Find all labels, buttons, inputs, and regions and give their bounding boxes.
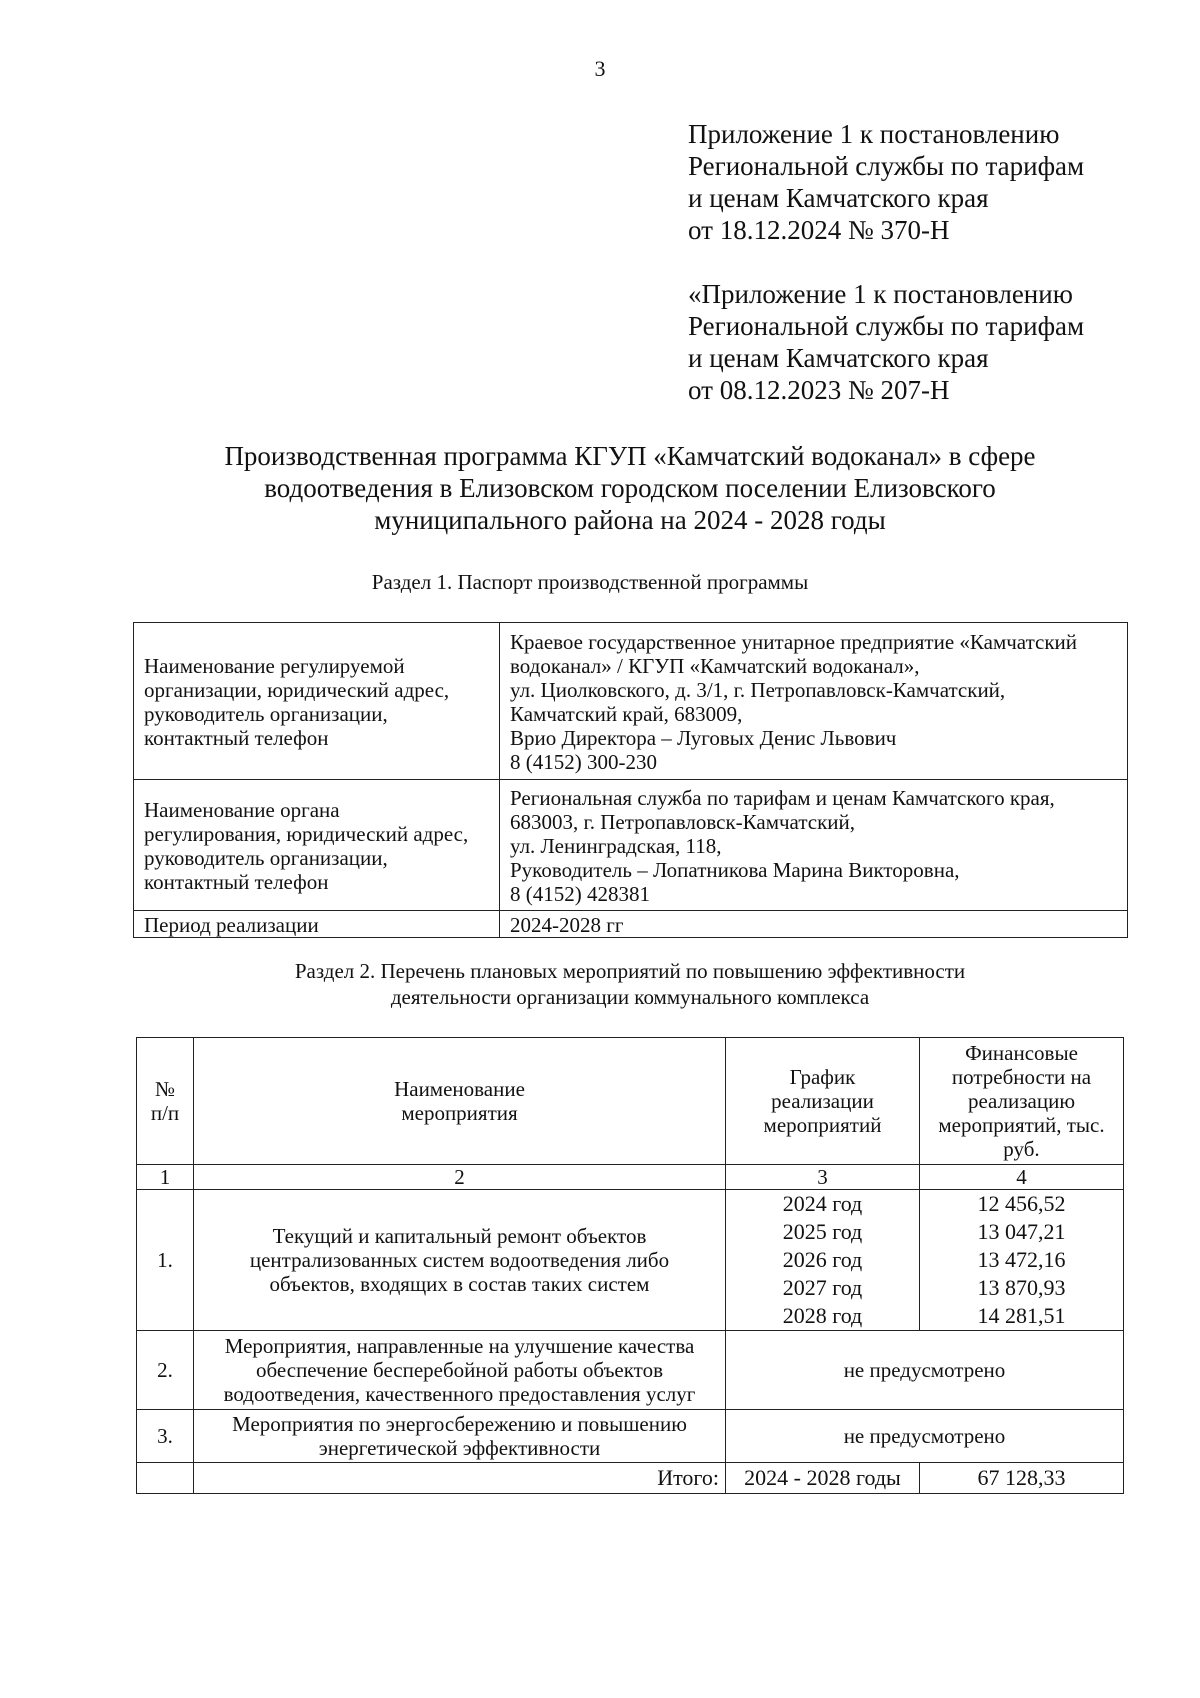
value-line: 8 (4152) 428381: [510, 882, 650, 906]
value-line: Региональная служба по тарифам и ценам Камчатского края,: [510, 786, 1055, 810]
measures-header-row: [137, 1038, 1124, 1165]
value-line: 2024-2028 гг: [510, 913, 624, 937]
passport-row-regulator: [134, 780, 1128, 911]
appendix-line: Региональной службы по тарифам: [688, 311, 1085, 341]
label-line: контактный телефон: [144, 870, 329, 894]
title-line: Производственная программа КГУП «Камчатский водоканал» в сфере: [224, 441, 1036, 471]
column-number: 1: [137, 1165, 194, 1190]
header-line: мероприятий: [763, 1113, 882, 1137]
column-number: 3: [726, 1165, 920, 1190]
header-line: №: [154, 1077, 176, 1101]
label-line: регулирования, юридический адрес,: [144, 822, 469, 846]
year-item: 2024 год: [782, 1191, 863, 1216]
section2-title: [0, 958, 1200, 1010]
label-line: руководитель организации,: [144, 846, 388, 870]
header-line: реализации: [771, 1089, 874, 1113]
measure-row-1: [137, 1190, 1124, 1331]
name-line: обеспечение бесперебойной работы объектов: [256, 1358, 663, 1382]
appendix-line: и ценам Камчатского края: [688, 183, 989, 213]
appendix-line: и ценам Камчатского края: [688, 343, 989, 373]
total-row: [137, 1463, 1124, 1494]
year-item: 2027 год: [782, 1275, 863, 1300]
year-item: 2025 год: [782, 1219, 863, 1244]
header-line: Наименование: [394, 1077, 525, 1101]
appendix-line: Приложение 1 к постановлению: [688, 119, 1060, 149]
name-line: Мероприятия, направленные на улучшение качества: [224, 1334, 695, 1358]
header-line: мероприятия: [401, 1101, 518, 1125]
header-line: График: [789, 1065, 856, 1089]
column-number: 2: [194, 1165, 726, 1190]
value-line: Камчатский край, 683009,: [510, 702, 743, 726]
passport-label: [134, 911, 500, 938]
value-line: Руководитель – Лопатникова Марина Викторовна,: [510, 858, 960, 882]
measure-row-2: [137, 1331, 1124, 1410]
label-line: контактный телефон: [144, 726, 329, 750]
header-line: реализацию: [967, 1089, 1076, 1113]
header-line: руб.: [1003, 1137, 1040, 1161]
passport-label: [134, 780, 500, 911]
passport-row-organization: [134, 623, 1128, 780]
header-finance: [920, 1038, 1124, 1165]
header-num: [137, 1038, 194, 1165]
value-line: Краевое государственное унитарное предприятие «Камчатский: [510, 630, 1077, 654]
appendix-line: Региональной службы по тарифам: [688, 151, 1085, 181]
measures-table: [136, 1037, 1124, 1494]
total-label: Итого:: [194, 1463, 726, 1494]
header-name: [194, 1038, 726, 1165]
name-line: водоотведения, качественного предоставления услуг: [223, 1382, 696, 1406]
row-number: 2.: [137, 1331, 194, 1410]
total-amount: 67 128,33: [920, 1463, 1124, 1494]
name-line: централизованных систем водоотведения либо: [249, 1248, 670, 1272]
section2-title-line: Раздел 2. Перечень плановых мероприятий по повышению эффективности: [294, 959, 966, 983]
page-number: 3: [594, 56, 606, 81]
value-line: 683003, г. Петропавловск-Камчатский,: [510, 810, 856, 834]
header-line: п/п: [150, 1101, 180, 1125]
label-line: организации, юридический адрес,: [144, 678, 450, 702]
value-line: 8 (4152) 300-230: [510, 750, 657, 774]
header-line: Финансовые: [965, 1041, 1078, 1065]
amount-item: 13 870,93: [977, 1275, 1066, 1300]
name-line: энергетической эффективности: [318, 1436, 601, 1460]
total-empty-cell: [137, 1463, 194, 1494]
measure-name: [194, 1410, 726, 1463]
measure-name: [194, 1190, 726, 1331]
finance-amounts: [920, 1190, 1124, 1331]
name-line: объектов, входящих в состав таких систем: [269, 1272, 650, 1296]
total-period: 2024 - 2028 годы: [726, 1463, 920, 1494]
label-line: руководитель организации,: [144, 702, 388, 726]
appendix-line: от 08.12.2023 № 207-Н: [688, 375, 950, 405]
section1-title: Раздел 1. Паспорт производственной программы: [371, 570, 809, 594]
passport-table: [133, 622, 1128, 938]
label-line: Период реализации: [144, 913, 319, 937]
value-line: водоканал» / КГУП «Камчатский водоканал»,: [510, 654, 920, 678]
document-title: [100, 440, 1160, 536]
header-schedule: [726, 1038, 920, 1165]
row-number: 1.: [137, 1190, 194, 1331]
passport-value: [500, 911, 1128, 938]
label-line: Наименование регулируемой: [144, 654, 405, 678]
name-line: Текущий и капитальный ремонт объектов: [272, 1224, 647, 1248]
amount-item: 13 472,16: [977, 1247, 1066, 1272]
column-number: 4: [920, 1165, 1124, 1190]
not-provided-note: не предусмотрено: [726, 1410, 1124, 1463]
amount-item: 13 047,21: [977, 1219, 1066, 1244]
passport-value: [500, 623, 1128, 780]
header-line: потребности на: [951, 1065, 1092, 1089]
amount-item: 12 456,52: [977, 1191, 1066, 1216]
schedule-years: [726, 1190, 920, 1331]
name-line: Мероприятия по энергосбережению и повышению: [232, 1412, 687, 1436]
year-item: 2028 год: [782, 1303, 863, 1328]
year-item: 2026 год: [782, 1247, 863, 1272]
measure-name: [194, 1331, 726, 1410]
column-number-row: [137, 1165, 1124, 1190]
measure-row-3: [137, 1410, 1124, 1463]
title-line: муниципального района на 2024 - 2028 годы: [374, 505, 886, 535]
title-line: водоотведения в Елизовском городском поселении Елизовского: [264, 473, 996, 503]
value-line: Врио Директора – Луговых Денис Львович: [510, 726, 897, 750]
appendix-line: «Приложение 1 к постановлению: [688, 279, 1073, 309]
passport-value: [500, 780, 1128, 911]
row-number: 3.: [137, 1410, 194, 1463]
not-provided-note: не предусмотрено: [726, 1331, 1124, 1410]
passport-row-period: [134, 911, 1128, 938]
passport-label: [134, 623, 500, 780]
appendix-current: [688, 118, 1158, 246]
appendix-previous: [688, 278, 1158, 406]
value-line: ул. Циолковского, д. 3/1, г. Петропавловск-Камчатский,: [510, 678, 1006, 702]
appendix-line: от 18.12.2024 № 370-Н: [688, 215, 950, 245]
section2-title-line: деятельности организации коммунального комплекса: [390, 985, 870, 1009]
value-line: ул. Ленинградская, 118,: [510, 834, 722, 858]
header-line: мероприятий, тыс.: [938, 1113, 1105, 1137]
amount-item: 14 281,51: [977, 1303, 1066, 1328]
label-line: Наименование органа: [144, 798, 340, 822]
